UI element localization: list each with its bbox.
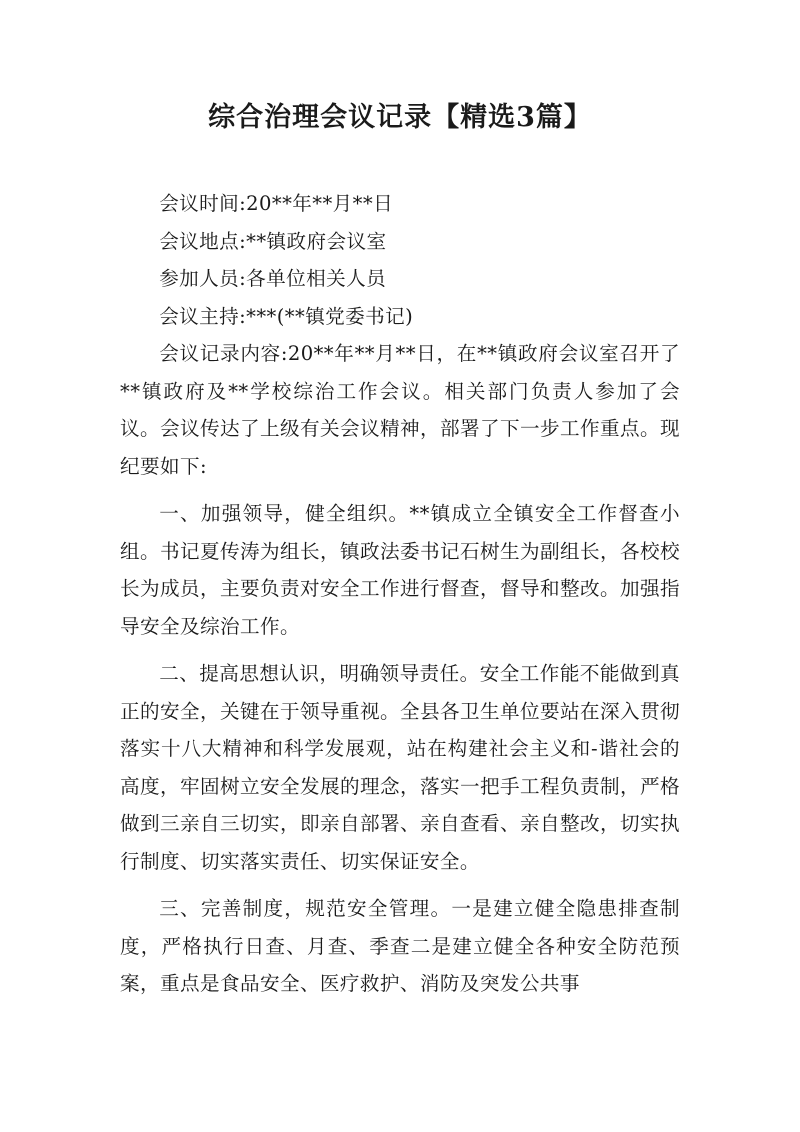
- meeting-time: 会议时间:20**年**月**日: [159, 192, 394, 215]
- meeting-location: 会议地点:**镇政府会议室: [159, 229, 387, 253]
- section-one-paragraph: 一、加强领导，健全组织。**镇成立全镇安全工作督查小组。书记夏传涛为组长，镇政法委书记石树生为副组长，各校校长为成员，主要负责对安全工作进行督查，督导和整改。加强指导安全及综治工作。: [120, 502, 680, 638]
- meeting-attendees: 参加人员:各单位相关人员: [159, 267, 387, 290]
- document-body: [120, 185, 680, 1003]
- section-two-paragraph: 二、提高思想认识，明确领导责任。安全工作能不能做到真正的安全，关键在于领导重视。全县各卫生单位要站在深入贯彻落实十八大精神和科学发展观，站在构建社会主义和-谐社会的高度，牢固树立安全发展的理念，落实一把手工程负责制，严格做到三亲自三切实，即亲自部署、亲自查看、亲自整改，切实执行制度、切实落实责任、切实保证安全。: [120, 662, 680, 873]
- section-three-paragraph: 三、完善制度，规范安全管理。一是建立健全隐患排查制度，严格执行日查、月查、季查二是建立健全各种安全防范预案，重点是食品安全、医疗救护、消防及突发公共事: [120, 897, 680, 995]
- meeting-content-paragraph: 会议记录内容:20**年**月**日，在**镇政府会议室召开了**镇政府及**学校综治工作会议。相关部门负责人参加了会议。会议传达了上级有关会议精神，部署了下一步工作重点。现纪要如下:: [120, 342, 680, 478]
- document-title: 综合治理会议记录【精选3篇】: [208, 102, 592, 133]
- meeting-host: 会议主持:***(**镇党委书记): [159, 304, 414, 328]
